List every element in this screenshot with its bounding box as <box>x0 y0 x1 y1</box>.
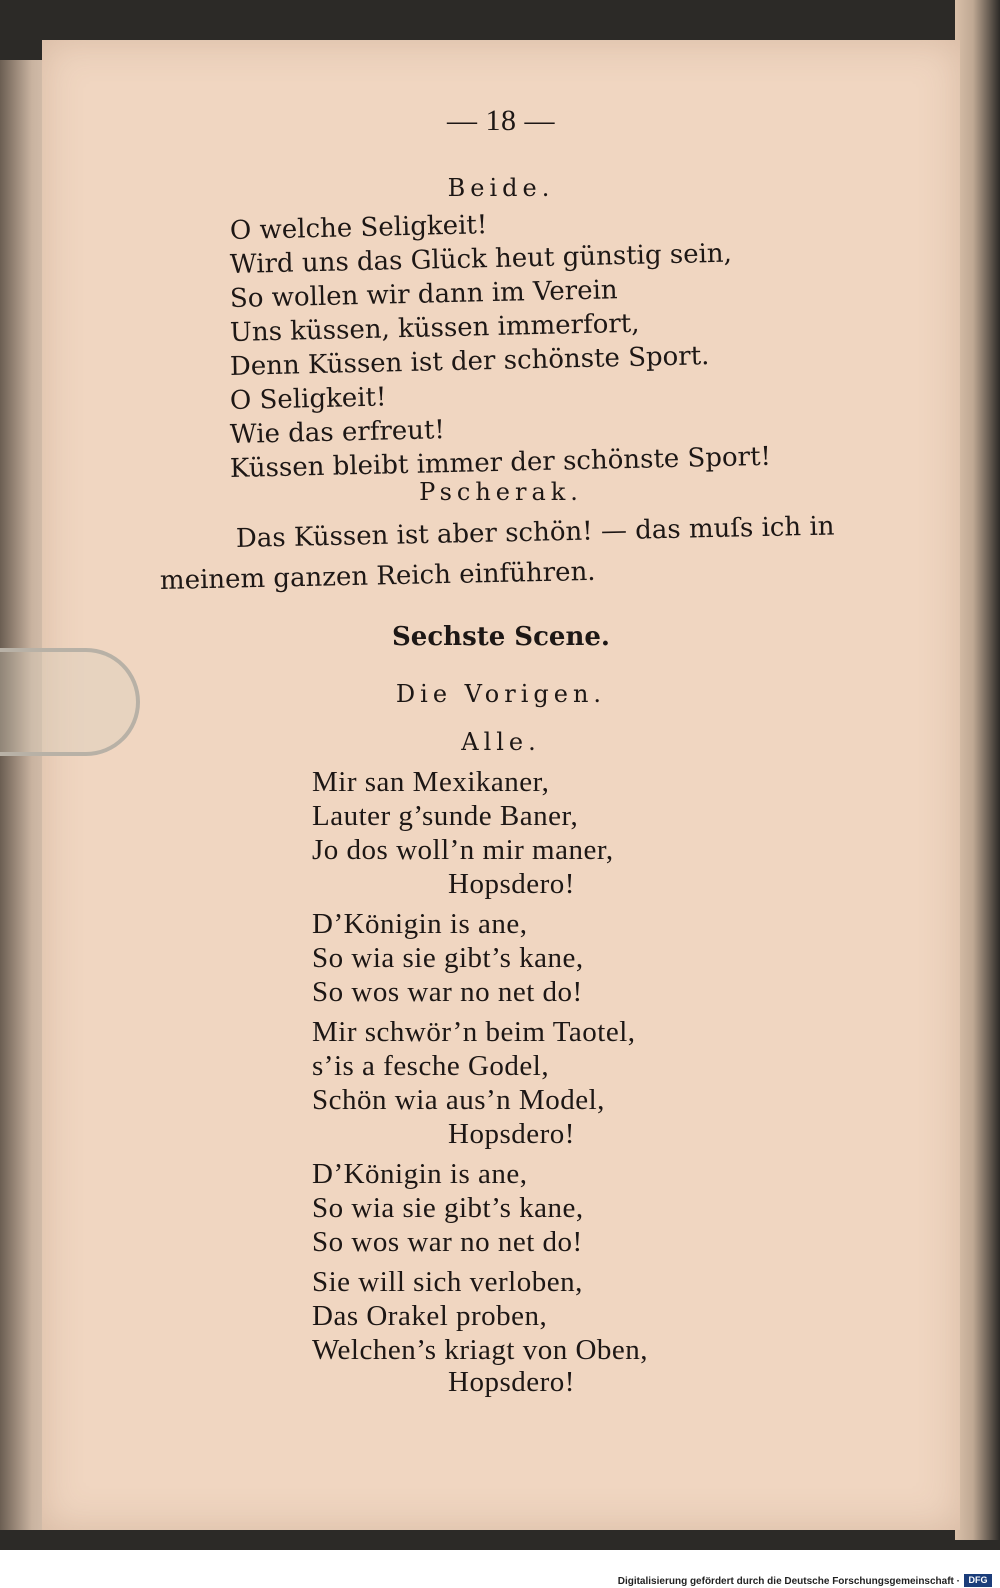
speaker-alle: Alle. <box>461 728 541 756</box>
verse-line: O welche Seligkeit! <box>229 210 488 246</box>
paper-clip <box>0 648 140 756</box>
song-line: D’Königin is ane, <box>312 908 528 940</box>
prose-line: meinem ganzen Reich einführen. <box>159 556 596 596</box>
stage-direction: Die Vorigen. <box>395 680 607 708</box>
verse-line: Wird uns das Glück heut günstig sein, <box>229 238 733 280</box>
song-line: So wos war no net do! <box>312 976 583 1008</box>
song-line: Mir schwör’n beim Taotel, <box>312 1016 636 1048</box>
dfg-logo: DFG <box>964 1574 992 1587</box>
book-page <box>42 40 960 1530</box>
right-page-edge <box>955 0 1000 1540</box>
song-line: Schön wia aus’n Model, <box>312 1084 605 1116</box>
song-line: D’Königin is ane, <box>312 1158 528 1190</box>
verse-line: Uns küssen, küssen immerfort, <box>229 308 640 348</box>
speaker-pscherak: Pscherak. <box>419 478 583 506</box>
prose-line: Das Küssen ist aber schön! — das muſs ich in <box>235 511 835 554</box>
funding-credit: Digitalisierung gefördert durch die Deutsche Forschungsgemeinschaft · <box>617 1576 960 1587</box>
song-line: Sie will sich verloben, <box>312 1266 583 1298</box>
speaker-beide: Beide. <box>447 174 555 202</box>
song-refrain: Hopsdero! <box>448 868 575 900</box>
song-line: So wia sie gibt’s kane, <box>312 942 584 974</box>
song-line: So wos war no net do! <box>312 1226 583 1258</box>
verse-line: Küssen bleibt immer der schönste Sport! <box>229 441 772 484</box>
song-line: Jo dos woll’n mir maner, <box>312 834 614 866</box>
page-number: — 18 — <box>447 104 555 137</box>
verse-line: O Seligkeit! <box>229 382 387 416</box>
song-line: Mir san Mexikaner, <box>312 766 550 798</box>
song-line: So wia sie gibt’s kane, <box>312 1192 584 1224</box>
song-line: s’is a fesche Godel, <box>312 1050 550 1082</box>
scene-title: Sechste Scene. <box>392 622 610 652</box>
verse-line: So wollen wir dann im Verein <box>229 275 618 314</box>
song-refrain: Hopsdero! <box>448 1366 575 1398</box>
song-line: Lauter g’sunde Baner, <box>312 800 579 832</box>
song-line: Das Orakel proben, <box>312 1300 548 1332</box>
verse-line: Wie das erfreut! <box>229 415 446 450</box>
song-refrain: Hopsdero! <box>448 1118 575 1150</box>
song-line: Welchen’s kriagt von Oben, <box>312 1334 649 1366</box>
verse-line: Denn Küssen ist der schönste Sport. <box>229 341 710 382</box>
